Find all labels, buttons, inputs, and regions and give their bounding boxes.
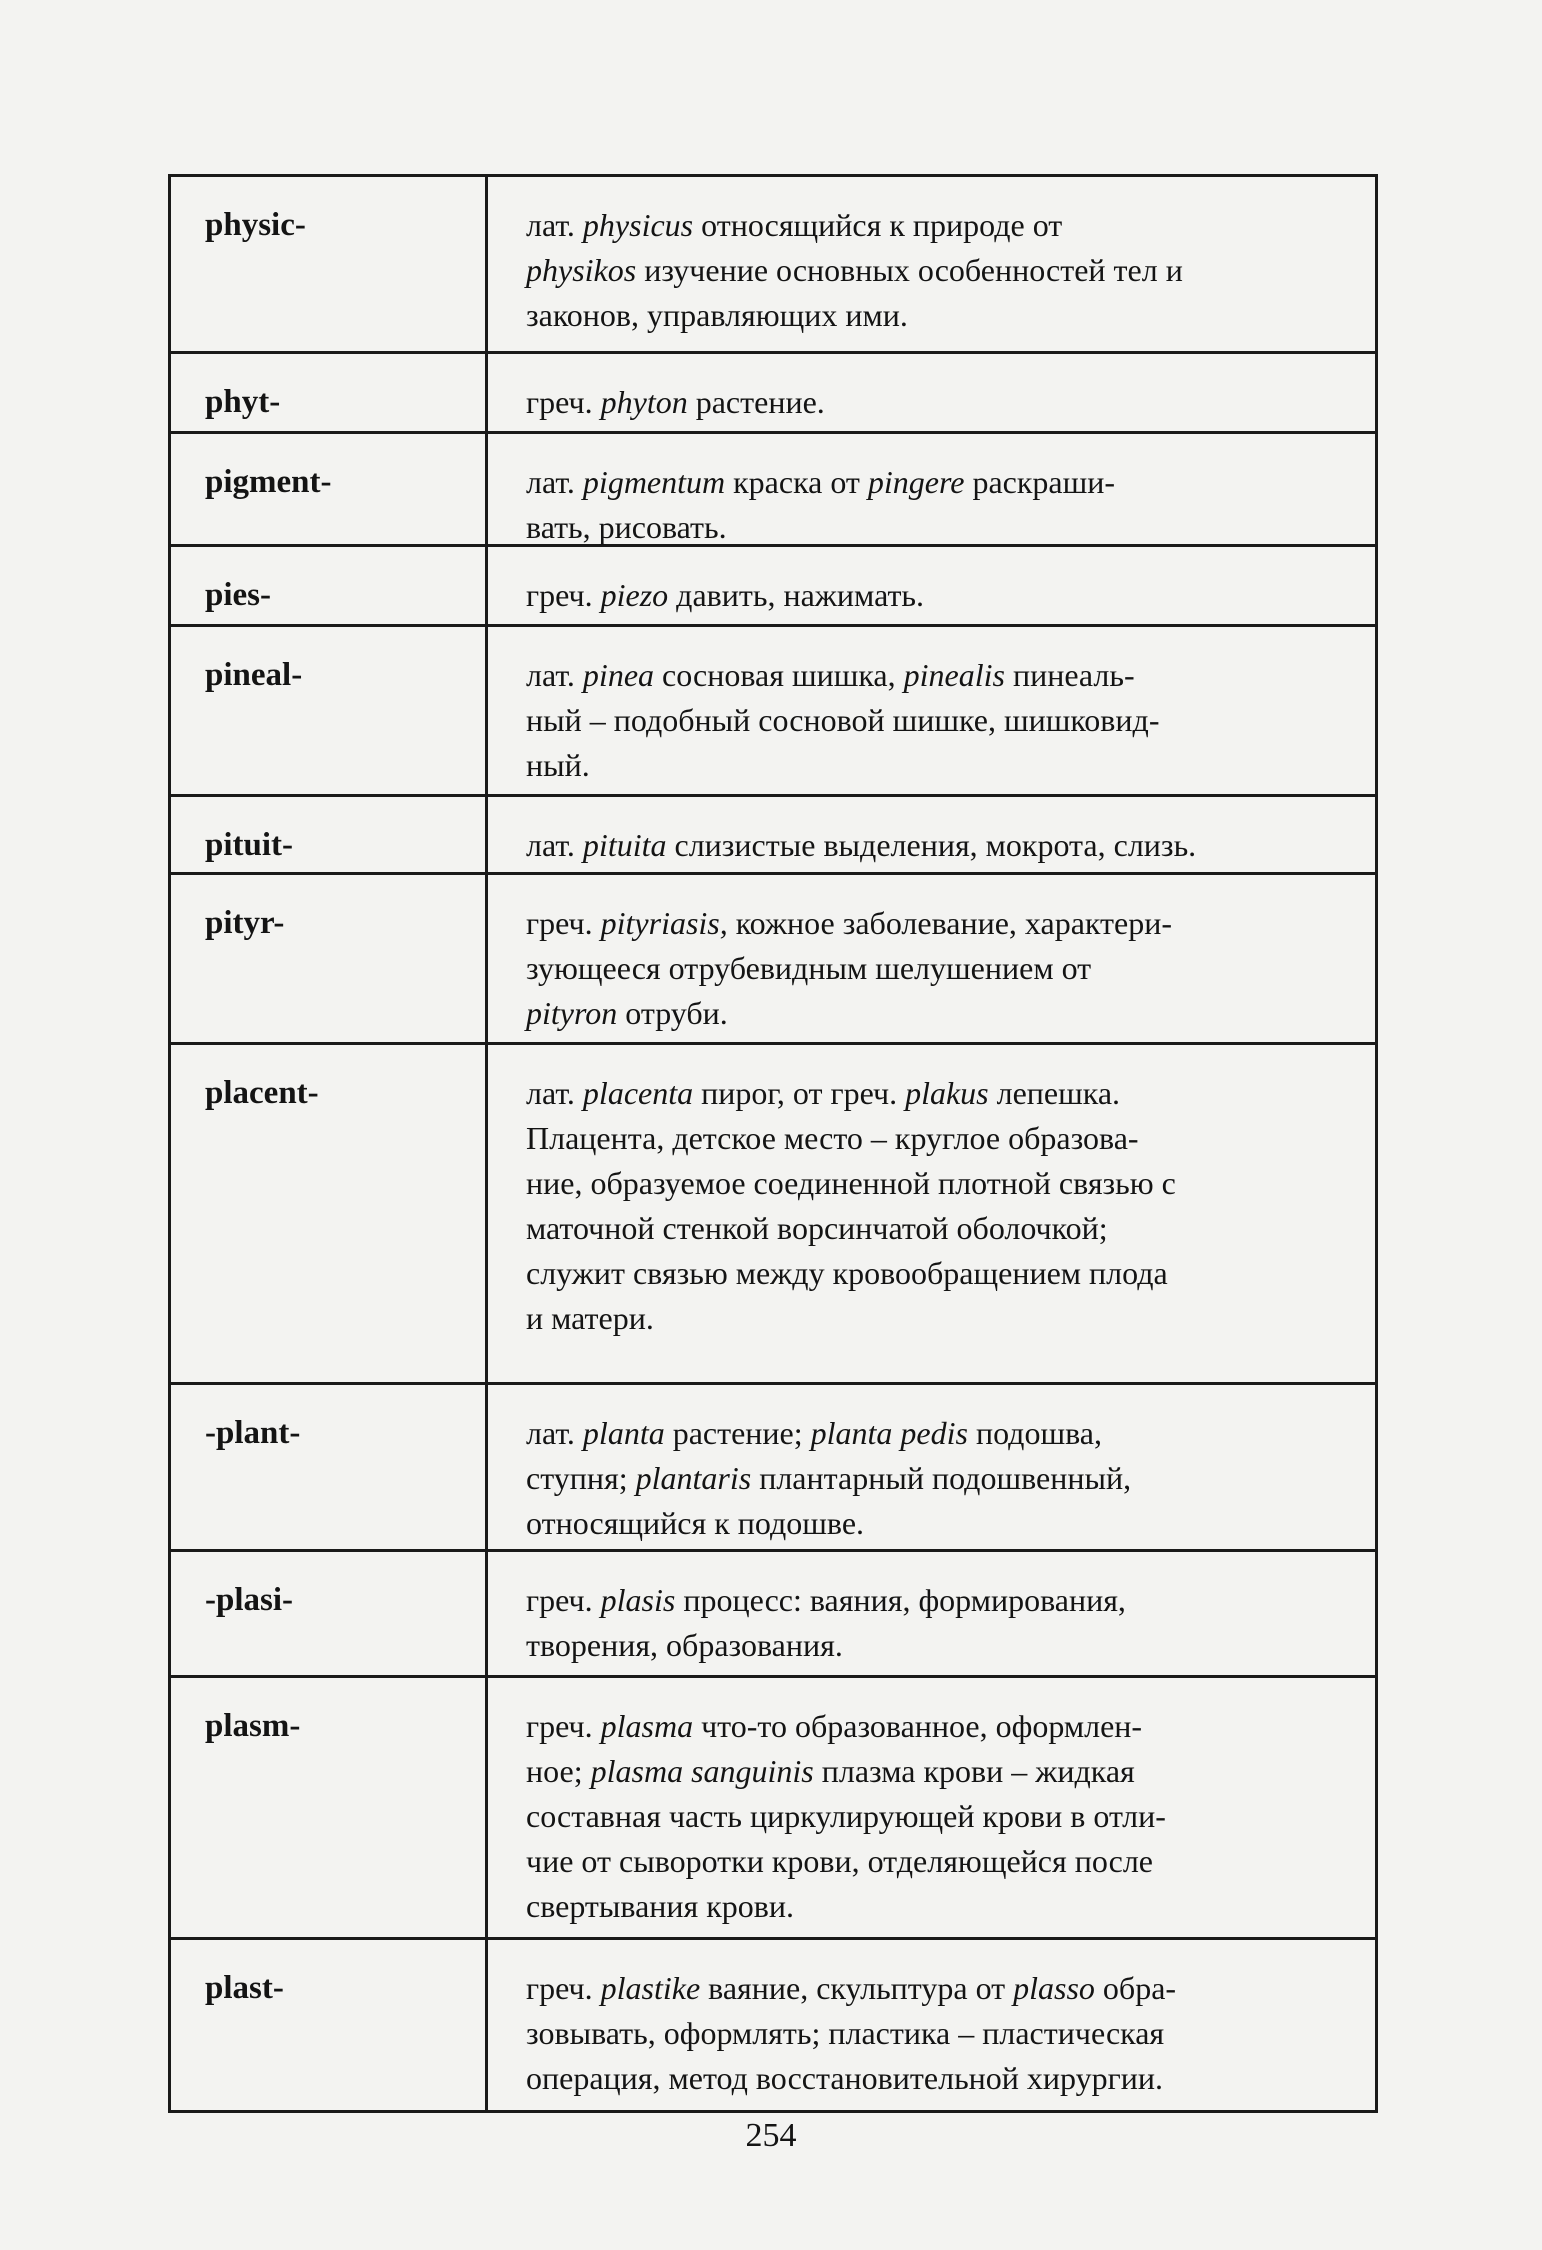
definition-text: и матери. xyxy=(526,1300,654,1336)
definition-cell xyxy=(488,547,1375,624)
definition-text: пинеаль- xyxy=(1004,657,1135,693)
definition-text: греч. xyxy=(526,1582,601,1618)
latin-term: pityron xyxy=(526,995,618,1031)
latin-term: phyton xyxy=(600,384,688,420)
latin-term: plasso xyxy=(1013,1970,1095,2006)
table-row xyxy=(171,1552,1375,1678)
definition-text: плазма крови – жидкая xyxy=(813,1753,1135,1789)
definition-text: ступня; xyxy=(526,1460,636,1496)
definition-text: подошва, xyxy=(967,1415,1102,1451)
latin-term: plantaris xyxy=(635,1460,752,1496)
definition-text: лат. xyxy=(526,827,583,863)
table-row xyxy=(171,1045,1375,1385)
definition-text: растение. xyxy=(687,384,825,420)
definition-text: лат. xyxy=(526,1075,583,1111)
definition-text: служит связью между кровообращением плода xyxy=(526,1255,1168,1291)
latin-term: plasma xyxy=(600,1708,694,1744)
definition-text: творения, образования. xyxy=(526,1627,843,1663)
table-row xyxy=(171,875,1375,1045)
latin-term: plastike xyxy=(600,1970,701,2006)
term-cell: -plant- xyxy=(171,1385,488,1549)
definition-text: лепешка. xyxy=(988,1075,1121,1111)
term-cell: pies- xyxy=(171,547,488,624)
definition-text: раскраши- xyxy=(964,464,1116,500)
definition-text: давить, нажимать. xyxy=(668,577,925,613)
latin-term: planta pedis xyxy=(810,1415,968,1451)
definition-text: растение; xyxy=(664,1415,811,1451)
table-row xyxy=(171,177,1375,354)
term-cell: phyt- xyxy=(171,354,488,431)
definition-cell xyxy=(488,354,1375,431)
table-row xyxy=(171,434,1375,547)
term-cell: physic- xyxy=(171,177,488,351)
definition-text: зующееся отрубевидным шелушением от xyxy=(526,950,1092,986)
definition-text: греч. xyxy=(526,384,601,420)
latin-term: piezo xyxy=(600,577,669,613)
definition-cell xyxy=(488,434,1375,544)
latin-term: pigmentum xyxy=(582,464,726,500)
table-row xyxy=(171,627,1375,797)
definition-cell xyxy=(488,177,1375,351)
latin-term: pinealis xyxy=(903,657,1005,693)
term-cell: pineal- xyxy=(171,627,488,794)
page-number: 254 xyxy=(745,2117,797,2154)
definition-cell xyxy=(488,1940,1375,2110)
definition-text: плантарный подошвенный, xyxy=(751,1460,1132,1496)
table-row xyxy=(171,1385,1375,1552)
definition-text: лат. xyxy=(526,464,583,500)
definition-text: сосновая шишка, xyxy=(654,657,904,693)
term-cell: -plasi- xyxy=(171,1552,488,1675)
table-row xyxy=(171,797,1375,875)
latin-term: plasis xyxy=(600,1582,676,1618)
definition-text: лат. xyxy=(526,657,583,693)
definition-text: лат. xyxy=(526,1415,583,1451)
definition-cell xyxy=(488,1385,1375,1549)
latin-term: planta xyxy=(582,1415,665,1451)
latin-term: placenta xyxy=(582,1075,694,1111)
definition-text: операция, метод восстановительной хирургии. xyxy=(526,2060,1163,2096)
definition-text: греч. xyxy=(526,577,601,613)
latin-term: physikos xyxy=(526,252,637,288)
definition-text: греч. xyxy=(526,905,601,941)
definition-text: обра- xyxy=(1094,1970,1177,2006)
table-row xyxy=(171,1940,1375,2110)
term-cell: plast- xyxy=(171,1940,488,2110)
definition-text: греч. xyxy=(526,1970,601,2006)
definition-text: ваяние, скульптура от xyxy=(700,1970,1014,2006)
definition-text: ние, образуемое соединенной плотной связью с xyxy=(526,1165,1176,1201)
definition-text: составная часть циркулирующей крови в отли- xyxy=(526,1798,1166,1834)
definition-text: законов, управляющих ими. xyxy=(526,297,908,333)
definition-text: лат. xyxy=(526,207,583,243)
definition-text: Плацента, детское место – круглое образова- xyxy=(526,1120,1139,1156)
definition-text: ное; xyxy=(526,1753,591,1789)
definition-text: краска от xyxy=(725,464,868,500)
latin-term: pityriasis, xyxy=(600,905,728,941)
definition-text: относящийся к природе от xyxy=(693,207,1063,243)
definition-text: вать, рисовать. xyxy=(526,509,727,545)
definition-text: отруби. xyxy=(617,995,728,1031)
dictionary-table xyxy=(168,174,1378,2113)
definition-text: процесс: ваяния, формирования, xyxy=(675,1582,1126,1618)
latin-term: pingere xyxy=(867,464,965,500)
latin-term: plasma sanguinis xyxy=(590,1753,814,1789)
definition-text: относящийся к подошве. xyxy=(526,1505,865,1541)
term-cell: plasm- xyxy=(171,1678,488,1937)
definition-text: пирог, от греч. xyxy=(693,1075,906,1111)
definition-cell xyxy=(488,875,1375,1042)
term-cell: pityr- xyxy=(171,875,488,1042)
latin-term: pituita xyxy=(582,827,667,863)
definition-text: маточной стенкой ворсинчатой оболочкой; xyxy=(526,1210,1108,1246)
definition-text: ный – подобный сосновой шишке, шишковид- xyxy=(526,702,1160,738)
definition-text: изучение основных особенностей тел и xyxy=(636,252,1183,288)
term-cell: pituit- xyxy=(171,797,488,872)
definition-text: чие от сыворотки крови, отделяющейся после xyxy=(526,1843,1153,1879)
definition-text: греч. xyxy=(526,1708,601,1744)
definition-text: ный. xyxy=(526,747,590,783)
latin-term: pinea xyxy=(582,657,655,693)
definition-text: слизистые выделения, мокрота, слизь. xyxy=(666,827,1197,863)
table-row xyxy=(171,547,1375,627)
definition-cell xyxy=(488,1678,1375,1937)
definition-text: что-то образованное, оформлен- xyxy=(693,1708,1143,1744)
definition-text: кожное заболевание, характери- xyxy=(727,905,1172,941)
table-row xyxy=(171,1678,1375,1940)
definition-cell xyxy=(488,1552,1375,1675)
definition-cell xyxy=(488,627,1375,794)
table-row xyxy=(171,354,1375,434)
definition-cell xyxy=(488,1045,1375,1382)
definition-text: зовывать, оформлять; пластика – пластическая xyxy=(526,2015,1165,2051)
term-cell: placent- xyxy=(171,1045,488,1382)
definition-text: свертывания крови. xyxy=(526,1888,795,1924)
latin-term: physicus xyxy=(582,207,694,243)
term-cell: pigment- xyxy=(171,434,488,544)
latin-term: plakus xyxy=(905,1075,989,1111)
definition-cell xyxy=(488,797,1375,872)
